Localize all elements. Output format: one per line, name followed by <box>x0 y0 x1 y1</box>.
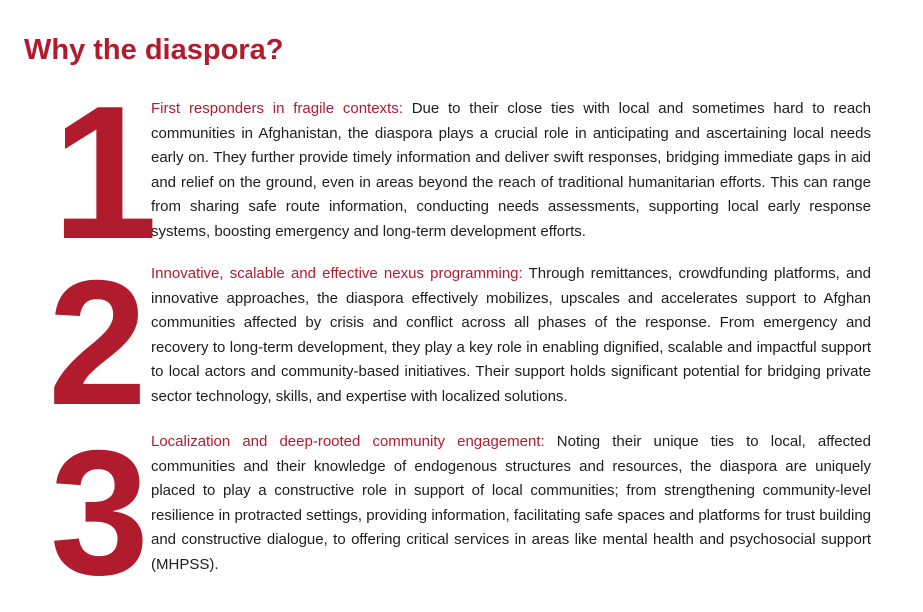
page-title: Why the diaspora? <box>24 34 284 66</box>
item-number-1: 1 <box>52 67 154 279</box>
item-paragraph-2 <box>151 262 871 409</box>
item-paragraph-1 <box>151 97 871 244</box>
item-heading-3: Localization and deep-rooted community engagement: <box>151 433 545 450</box>
item-body-3: Noting their unique ties to local, affected communities and their knowledge of endogenous structures and resources, the diaspora are uniquely placed to play a constructive role in support of local communities; from strengthening community-level resilience in protracted settings, providing information, facilitating safe spaces and platforms for trust building and constructive dialogue, to offering critical services in areas like mental health and psychosocial support (MHPSS). <box>151 433 871 573</box>
item-paragraph-3 <box>151 430 871 577</box>
item-heading-1: First responders in fragile contexts: <box>151 100 403 117</box>
item-number-2: 2 <box>48 243 143 442</box>
item-number-3: 3 <box>50 413 145 612</box>
item-body-2: Through remittances, crowdfunding platforms, and innovative approaches, the diaspora effectively mobilizes, upscales and accelerates support to Afghan communities affected by crisis and conflict across all phases of the response. From emergency and recovery to long-term development, they play a key role in enabling dignified, scalable and impactful support to local actors and community-based initiatives. Their support holds significant potential for bridging private sector technology, skills, and expertise with localized solutions. <box>151 265 871 405</box>
item-heading-2: Innovative, scalable and effective nexus programming: <box>151 265 523 282</box>
item-body-1: Due to their close ties with local and sometimes hard to reach communities in Afghanistan, the diaspora plays a crucial role in anticipating and ascertaining local needs early on. They further provide timely information and deliver swift responses, bridging immediate gaps in aid and relief on the ground, even in areas beyond the reach of traditional humanitarian efforts. This can range from sharing safe route information, conducting needs assessments, supporting local early response systems, boosting emergency and long-term development efforts. <box>151 100 872 240</box>
